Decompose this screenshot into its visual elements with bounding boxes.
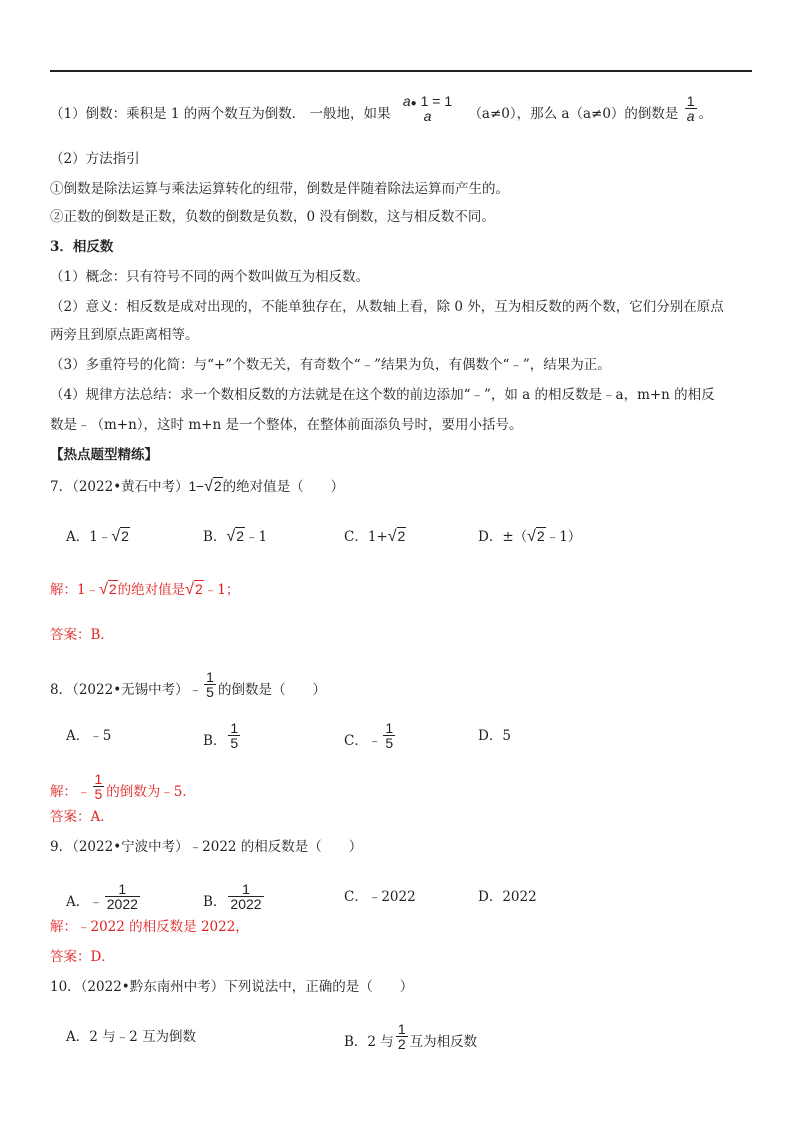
q10-option-b[interactable]: B．2 与 $\frac{1}{2}$ 互为相反数 bbox=[344, 1021, 478, 1052]
reciprocal-definition: （1）倒数：乘积是 1 的两个数互为倒数． 一般地，如果 a● 1 = 1 a （a≠0），那么 a（a≠0）的倒数是 $\frac{1}{a}$ 。 bbox=[50, 93, 713, 124]
q9-option-b[interactable]: B． $\frac{1}{2022}$ bbox=[203, 881, 262, 912]
q8-option-a[interactable]: A．﹣5 bbox=[66, 728, 112, 744]
q8-solution: 解：﹣ $\frac{1}{5}$ 的倒数为﹣5． bbox=[50, 771, 196, 802]
question-8-stem: 8．（2022•无锡中考）﹣ $\frac{1}{5}$ 的倒数是（ ） bbox=[50, 669, 326, 700]
section-heading-opposite: 3．相反数 bbox=[50, 239, 114, 255]
method-guide-1: ①倒数是除法运算与乘法运算转化的纽带，倒数是伴随着除法运算而产生的。 bbox=[50, 181, 509, 197]
q9-option-d[interactable]: D．2022 bbox=[478, 889, 537, 905]
formula-a-times-inverse: a● 1 = 1 a bbox=[402, 93, 453, 124]
q7-solution: 解：1﹣√2的绝对值是√2﹣1； bbox=[50, 581, 240, 598]
opposite-p4a: （4）规律方法总结：求一个数相反数的方法就是在这个数的前边添加“﹣”，如 a 的相反数是﹣a，m+n 的相反 bbox=[50, 387, 715, 403]
q8-option-c[interactable]: C．﹣ $\frac{1}{5}$ bbox=[344, 720, 394, 751]
opposite-p4b: 数是﹣（m+n），这时 m+n 是一个整体，在整体前面添负号时，要用小括号。 bbox=[50, 417, 523, 433]
q7-option-a[interactable]: A．1﹣√2 bbox=[66, 528, 129, 545]
opposite-p3: （3）多重符号的化简：与“+”个数无关，有奇数个“﹣”结果为负，有偶数个“﹣”，结果为正。 bbox=[50, 357, 611, 373]
q9-option-c[interactable]: C．﹣2022 bbox=[344, 889, 416, 905]
q9-solution: 解：﹣2022 的相反数是 2022， bbox=[50, 919, 249, 935]
q8-option-b[interactable]: B． $\frac{1}{5}$ bbox=[203, 720, 239, 751]
q9-answer: 答案：D． bbox=[50, 949, 115, 965]
q9-option-a[interactable]: A．﹣ $\frac{1}{2022}$ bbox=[66, 881, 138, 912]
question-7-stem: 7．（2022•黄石中考）1−√2的绝对值是（ ） bbox=[50, 478, 345, 495]
question-10-stem: 10．（2022•黔东南州中考）下列说法中，正确的是（ ） bbox=[50, 979, 414, 995]
method-guide-2: ②正数的倒数是正数，负数的倒数是负数，0 没有倒数，这与相反数不同。 bbox=[50, 209, 495, 225]
q8-option-d[interactable]: D．5 bbox=[478, 728, 511, 744]
q8-answer: 答案：A． bbox=[50, 809, 114, 825]
reciprocal-result-fraction: $\frac{1}{a}$ bbox=[686, 93, 695, 124]
opposite-p2b: 两旁且到原点距离相等。 bbox=[50, 327, 199, 343]
opposite-p2a: （2）意义：相反数是成对出现的，不能单独存在，从数轴上看，除 0 外，互为相反数的两个数，它们分别在原点 bbox=[50, 299, 724, 315]
method-guide-title: （2）方法指引 bbox=[50, 151, 140, 167]
practice-heading: 【热点题型精练】 bbox=[50, 447, 158, 463]
question-9-stem: 9．（2022•宁波中考）﹣2022 的相反数是（ ） bbox=[50, 839, 363, 855]
q7-option-c[interactable]: C．1+√2 bbox=[344, 528, 406, 545]
q7-option-d[interactable]: D．±（√2﹣1） bbox=[478, 528, 582, 545]
top-rule bbox=[50, 70, 752, 72]
q7-answer: 答案：B． bbox=[50, 627, 114, 643]
q10-option-a[interactable]: A．2 与﹣2 互为倒数 bbox=[66, 1029, 197, 1045]
q7-option-b[interactable]: B．√2﹣1 bbox=[203, 528, 268, 545]
opposite-p1: （1）概念：只有符号不同的两个数叫做互为相反数。 bbox=[50, 269, 370, 285]
